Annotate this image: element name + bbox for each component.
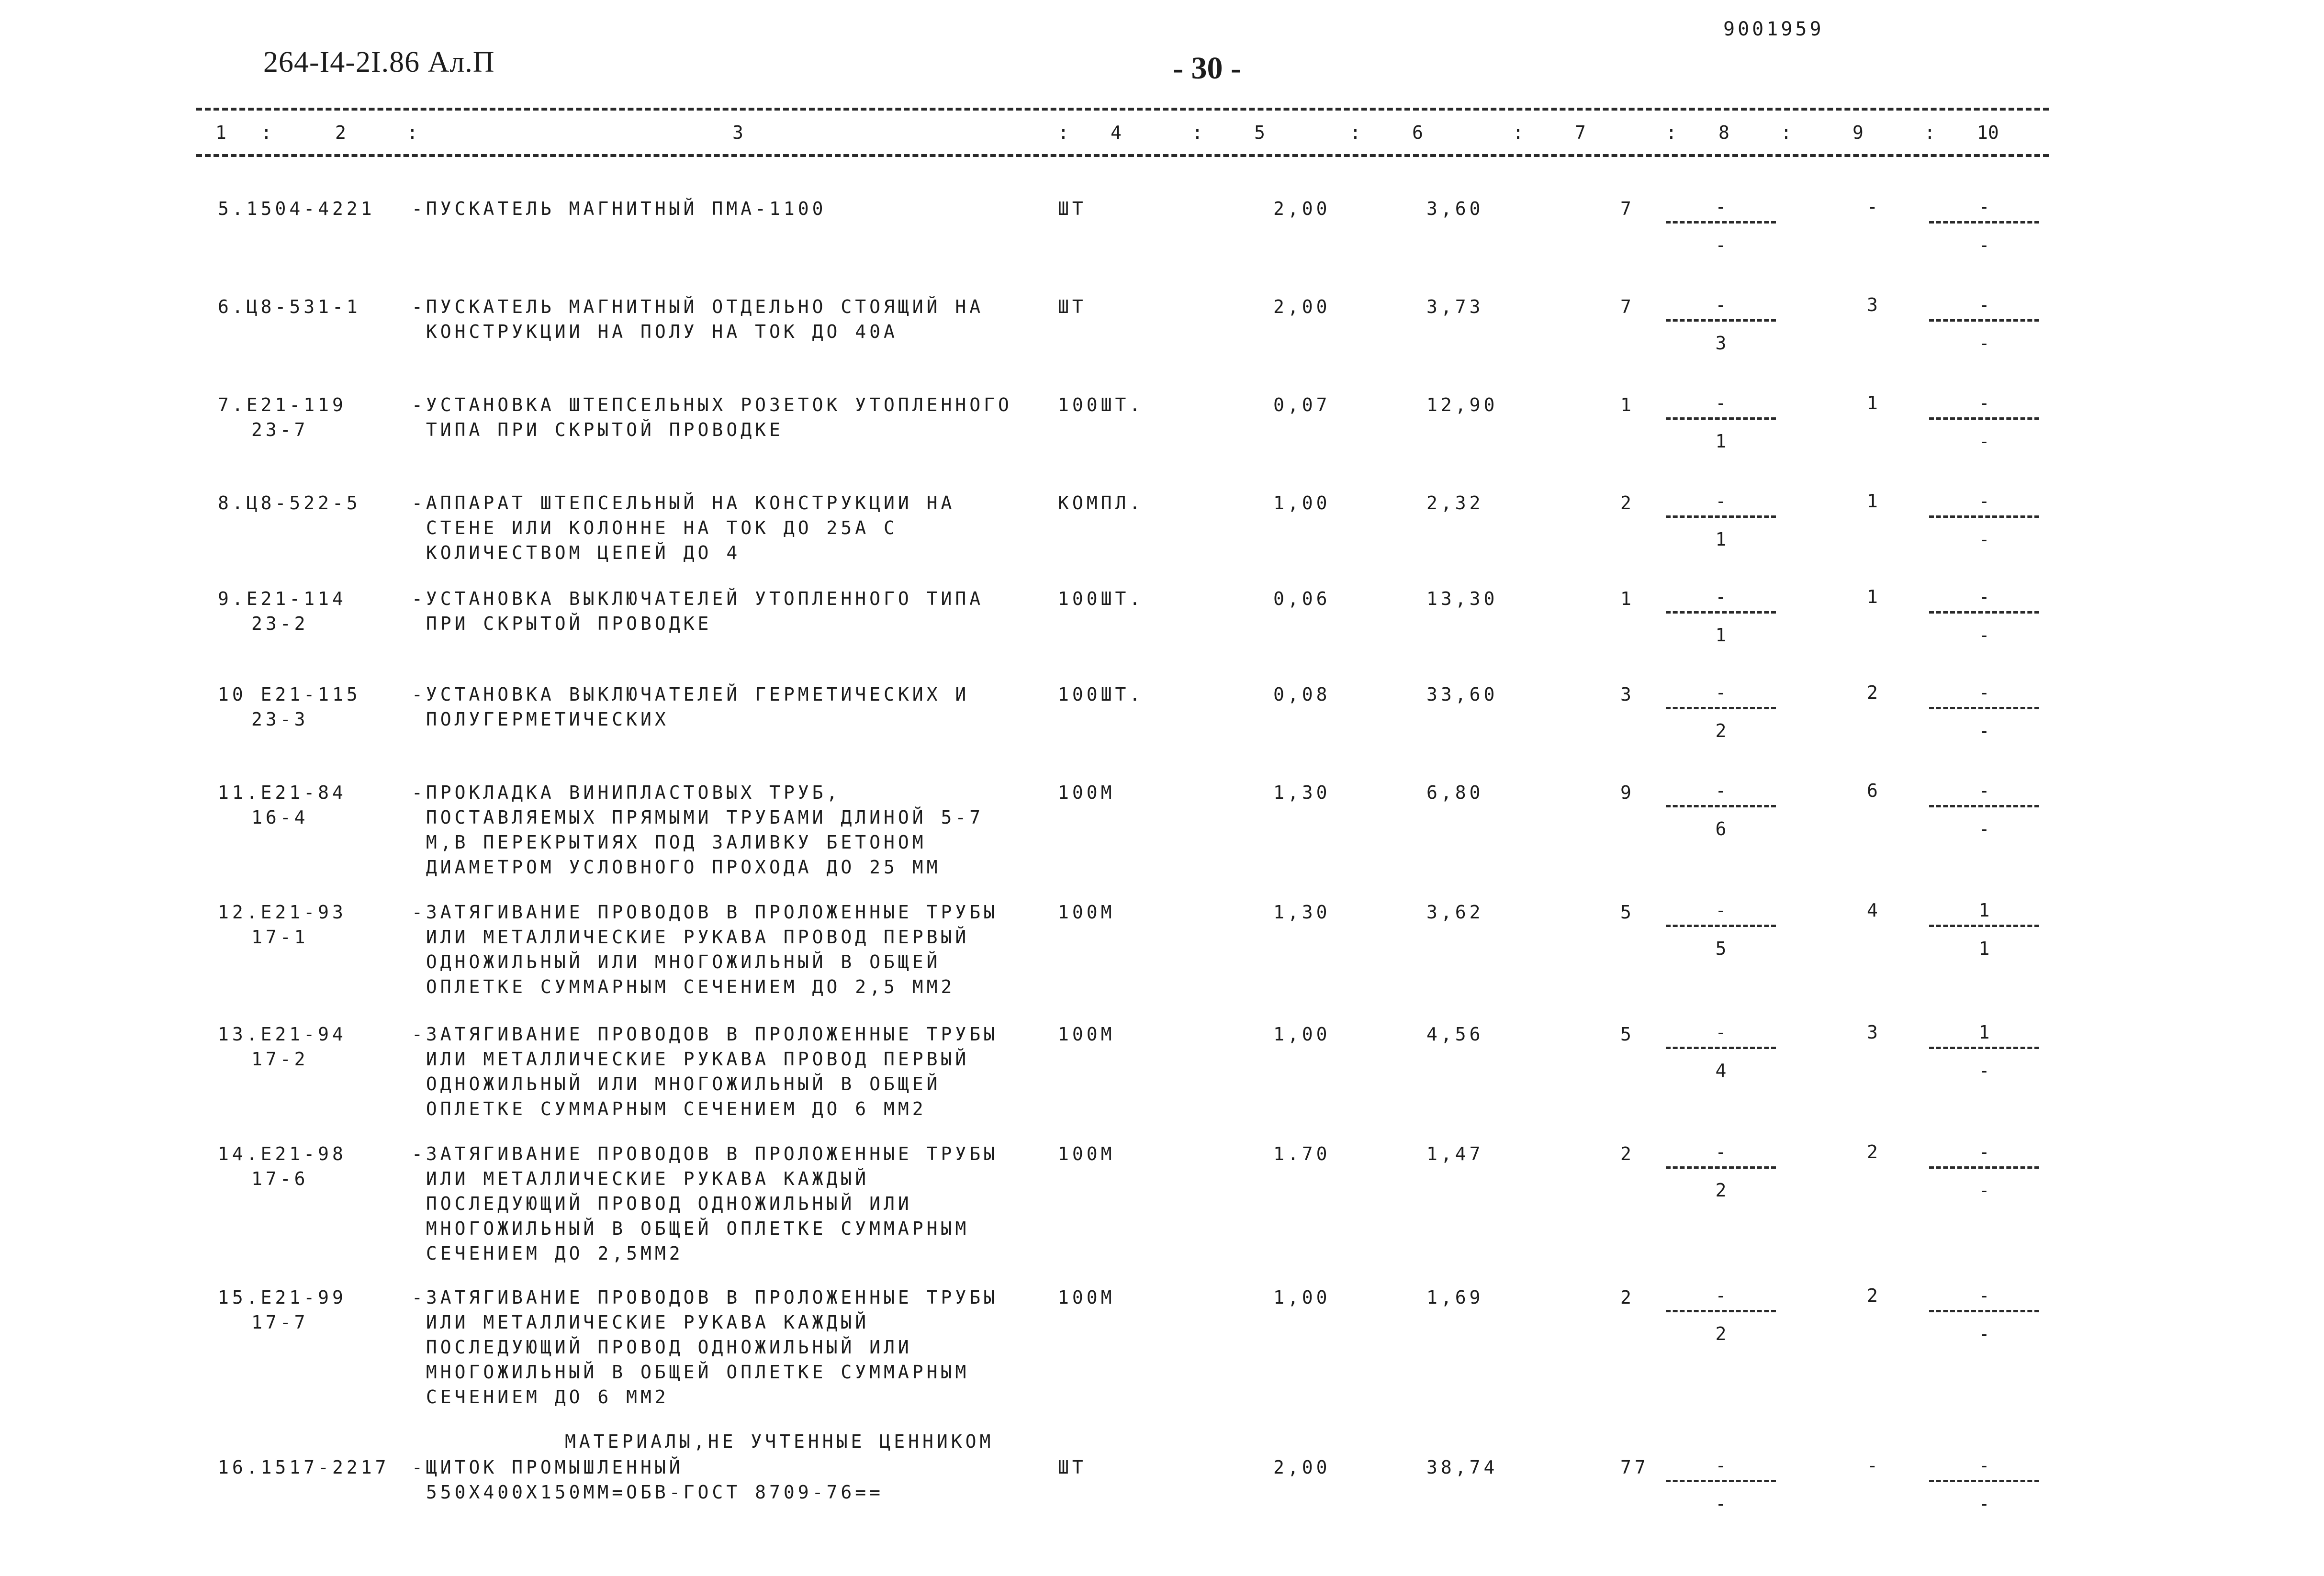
row-col10-fraction [1929,1455,2039,1527]
col10-top: - [1978,780,1990,801]
col8-rule [1666,221,1776,224]
col8-top: - [1715,1022,1727,1043]
row-unit: 100ШТ. [1058,588,1144,609]
table-header-rule [196,154,2049,157]
column-separator: : [1058,122,1069,143]
column-separator: : [1350,122,1361,143]
row-code-secondary: 23-2 [251,613,309,634]
col8-bottom: 2 [1715,720,1727,741]
column-header-7: 7 [1575,122,1586,143]
row-unit: 100М [1058,1143,1115,1164]
row-col8-fraction [1666,1022,1776,1094]
document-number: 9001959 [1723,18,1824,40]
document-reference: 264-I4-2I.86 Ал.П [263,46,495,78]
row-name: -УСТАНОВКА ВЫКЛЮЧАТЕЛЕЙ УТОПЛЕННОГО ТИПА ПРИ СКРЫТОЙ ПРОВОДКЕ [412,588,984,634]
page-number: - 30 - [1173,51,1241,86]
col10-bottom: 1 [1978,938,1990,959]
col10-bottom: - [1978,818,1990,839]
col10-bottom: - [1978,625,1990,646]
row-col10-fraction [1929,196,2039,268]
col8-rule [1666,1480,1776,1482]
col8-rule [1666,319,1776,322]
row-quantity: 2,00 [1273,198,1331,219]
row-col10-fraction [1929,1141,2039,1213]
col10-rule [1929,707,2039,709]
column-separator: : [1781,122,1792,143]
row-name: -АППАРАТ ШТЕПСЕЛЬНЫЙ НА КОНСТРУКЦИИ НА СТЕНЕ ИЛИ КОЛОННЕ НА ТОК ДО 25А С КОЛИЧЕСТВОМ ЦЕПЕЙ ДО 4 [412,492,955,563]
row-col8-fraction [1666,491,1776,562]
col8-rule [1666,417,1776,420]
col10-rule [1929,515,2039,518]
row-quantity: 0,07 [1273,394,1331,415]
row-quantity: 1,00 [1273,1287,1331,1308]
col10-top: - [1978,1455,1990,1476]
row-col9: 3 [1867,1022,1878,1043]
column-separator: : [261,122,272,143]
col8-top: - [1715,491,1727,512]
row-code: 7.Е21-119 [218,394,347,415]
row-quantity: 1,30 [1273,782,1331,803]
row-name: -ЩИТОК ПРОМЫШЛЕННЫЙ 550Х400Х150ММ=ОБВ-ГОСТ 8709-76== [412,1457,884,1503]
row-name: -ПУСКАТЕЛЬ МАГНИТНЫЙ ПМА-1100 [412,198,827,219]
row-price: 13,30 [1426,588,1498,609]
column-separator: : [1513,122,1524,143]
row-col9: 1 [1867,491,1878,512]
row-col9: 6 [1867,780,1878,801]
row-col9: 3 [1867,294,1878,315]
row-quantity: 1,30 [1273,902,1331,923]
row-code-secondary: 17-7 [251,1312,309,1333]
col10-rule [1929,1166,2039,1169]
col8-top: - [1715,1285,1727,1306]
column-header-6: 6 [1412,122,1423,143]
col8-bottom: 2 [1715,1323,1727,1344]
row-col7: 2 [1620,492,1635,514]
col10-top: - [1978,1285,1990,1306]
col8-rule [1666,1310,1776,1312]
row-quantity: 1.70 [1273,1143,1331,1164]
row-quantity: 2,00 [1273,296,1331,317]
row-name: -ПУСКАТЕЛЬ МАГНИТНЫЙ ОТДЕЛЬНО СТОЯЩИЙ НА КОНСТРУКЦИИ НА ПОЛУ НА ТОК ДО 40А [412,296,984,342]
col8-top: - [1715,780,1727,801]
row-name: -ЗАТЯГИВАНИЕ ПРОВОДОВ В ПРОЛОЖЕННЫЕ ТРУБЫ ИЛИ МЕТАЛЛИЧЕСКИЕ РУКАВА ПРОВОД ПЕРВЫЙ ОДНОЖИЛЬНЫЙ ИЛИ МНОГОЖИЛЬНЫЙ В ОБЩЕЙ ОПЛЕТКЕ СУММАРНЫМ СЕЧЕНИЕМ ДО 2,5 ММ2 [412,902,998,997]
col10-rule [1929,925,2039,927]
row-quantity: 0,08 [1273,684,1331,705]
row-unit: ШТ [1058,198,1087,219]
column-separator: : [407,122,418,143]
row-col9: 2 [1867,682,1878,703]
row-col10-fraction [1929,900,2039,972]
row-col9: 2 [1867,1141,1878,1162]
row-quantity: 2,00 [1273,1457,1331,1478]
row-unit: 100М [1058,902,1115,923]
col10-rule [1929,805,2039,807]
col10-top: 1 [1978,900,1990,921]
col10-top: - [1978,586,1990,607]
row-col7: 7 [1620,296,1635,317]
row-col8-fraction [1666,196,1776,268]
row-col7: 1 [1620,588,1635,609]
col10-top: - [1978,392,1990,414]
row-unit: 100ШТ. [1058,684,1144,705]
row-code: 5.1504-4221 [218,198,375,219]
row-price: 33,60 [1426,684,1498,705]
column-header-5: 5 [1254,122,1265,143]
col10-top: - [1978,294,1990,315]
row-col7: 5 [1620,902,1635,923]
col10-rule [1929,1480,2039,1482]
row-code: 15.Е21-99 [218,1287,347,1308]
col10-top: - [1978,196,1990,217]
section-title: МАТЕРИАЛЫ,НЕ УЧТЕННЫЕ ЦЕННИКОМ [565,1431,994,1452]
column-header-4: 4 [1111,122,1122,143]
row-unit: 100М [1058,1287,1115,1308]
column-separator: : [1924,122,1935,143]
row-code: 6.Ц8-531-1 [218,296,361,317]
row-unit: КОМПЛ. [1058,492,1144,514]
column-header-2: 2 [335,122,346,143]
row-code: 13.Е21-94 [218,1024,347,1045]
row-code: 11.Е21-84 [218,782,347,803]
row-name: -ЗАТЯГИВАНИЕ ПРОВОДОВ В ПРОЛОЖЕННЫЕ ТРУБЫ ИЛИ МЕТАЛЛИЧЕСКИЕ РУКАВА ПРОВОД ПЕРВЫЙ ОДНОЖИЛЬНЫЙ ИЛИ МНОГОЖИЛЬНЫЙ В ОБЩЕЙ ОПЛЕТКЕ СУММАРНЫМ СЕЧЕНИЕМ ДО 6 ММ2 [412,1024,998,1119]
row-code: 9.Е21-114 [218,588,347,609]
row-col8-fraction [1666,682,1776,754]
column-header-3: 3 [732,122,743,143]
row-col8-fraction [1666,294,1776,366]
row-col7: 3 [1620,684,1635,705]
col8-bottom: 1 [1715,529,1727,550]
row-col10-fraction [1929,1022,2039,1094]
col8-rule [1666,925,1776,927]
col8-top: - [1715,900,1727,921]
row-col8-fraction [1666,1285,1776,1357]
column-separator: : [1192,122,1203,143]
row-unit: 100М [1058,782,1115,803]
row-code: 14.Е21-98 [218,1143,347,1164]
row-code-secondary: 17-6 [251,1168,309,1189]
row-unit: ШТ [1058,296,1087,317]
row-quantity: 1,00 [1273,492,1331,514]
col8-bottom: 4 [1715,1060,1727,1081]
row-price: 12,90 [1426,394,1498,415]
col8-top: - [1715,392,1727,414]
row-col7: 5 [1620,1024,1635,1045]
row-price: 1,47 [1426,1143,1484,1164]
row-code: 10 Е21-115 [218,684,361,705]
col8-bottom: 3 [1715,333,1727,354]
col10-bottom: - [1978,1060,1990,1081]
row-price: 6,80 [1426,782,1484,803]
column-separator: : [1666,122,1677,143]
row-price: 3,62 [1426,902,1484,923]
col10-bottom: - [1978,529,1990,550]
row-col10-fraction [1929,491,2039,562]
row-col8-fraction [1666,392,1776,464]
row-col7: 2 [1620,1143,1635,1164]
col8-rule [1666,611,1776,614]
row-quantity: 0,06 [1273,588,1331,609]
col10-rule [1929,221,2039,224]
col10-top: - [1978,1141,1990,1162]
row-col10-fraction [1929,1285,2039,1357]
column-header-1: 1 [215,122,226,143]
row-name: -УСТАНОВКА ВЫКЛЮЧАТЕЛЕЙ ГЕРМЕТИЧЕСКИХ И ПОЛУГЕРМЕТИЧЕСКИХ [412,684,970,730]
row-col8-fraction [1666,900,1776,972]
row-unit: 100ШТ. [1058,394,1144,415]
row-name: -ПРОКЛАДКА ВИНИПЛАСТОВЫХ ТРУБ, ПОСТАВЛЯЕМЫХ ПРЯМЫМИ ТРУБАМИ ДЛИНОЙ 5-7 М,В ПЕРЕКРЫТИЯХ ПОД ЗАЛИВКУ БЕТОНОМ ДИАМЕТРОМ УСЛОВНОГО ПРОХОДА ДО 25 ММ [412,782,984,878]
col10-bottom: - [1978,720,1990,741]
col8-top: - [1715,586,1727,607]
col10-rule [1929,417,2039,420]
column-header-8: 8 [1718,122,1729,143]
column-header-9: 9 [1852,122,1864,143]
row-code: 8.Ц8-522-5 [218,492,361,514]
col10-rule [1929,1310,2039,1312]
row-col8-fraction [1666,780,1776,852]
col8-top: - [1715,682,1727,703]
col8-bottom: - [1715,235,1727,256]
row-col10-fraction [1929,780,2039,852]
col8-rule [1666,805,1776,807]
row-price: 4,56 [1426,1024,1484,1045]
col8-rule [1666,1047,1776,1049]
row-code-secondary: 17-2 [251,1049,309,1070]
row-code-secondary: 23-7 [251,419,309,440]
col8-rule [1666,707,1776,709]
col8-bottom: 5 [1715,938,1727,959]
col10-top: - [1978,682,1990,703]
col8-top: - [1715,196,1727,217]
row-code-secondary: 17-1 [251,927,309,948]
row-col8-fraction [1666,1141,1776,1213]
row-col10-fraction [1929,294,2039,366]
row-col10-fraction [1929,392,2039,464]
row-unit: 100М [1058,1024,1115,1045]
row-col8-fraction [1666,1455,1776,1527]
col10-rule [1929,1047,2039,1049]
row-unit: ШТ [1058,1457,1087,1478]
col8-top: - [1715,1141,1727,1162]
col10-rule [1929,611,2039,614]
col8-top: - [1715,294,1727,315]
col10-rule [1929,319,2039,322]
row-col7: 9 [1620,782,1635,803]
row-col9: - [1867,1455,1878,1476]
col8-bottom: 1 [1715,625,1727,646]
row-col9: 1 [1867,392,1878,414]
row-col7: 7 [1620,198,1635,219]
col10-bottom: - [1978,1493,1990,1514]
col8-bottom: 1 [1715,431,1727,452]
col8-bottom: - [1715,1493,1727,1514]
col10-bottom: - [1978,431,1990,452]
row-code-secondary: 16-4 [251,807,309,828]
row-code-secondary: 23-3 [251,709,309,730]
row-code: 12.Е21-93 [218,902,347,923]
row-col7: 1 [1620,394,1635,415]
row-col7: 2 [1620,1287,1635,1308]
row-col9: - [1867,196,1878,217]
col8-rule [1666,1166,1776,1169]
row-code: 16.1517-2217 [218,1457,390,1478]
col10-bottom: - [1978,1180,1990,1201]
table-top-rule [196,108,2049,111]
col8-top: - [1715,1455,1727,1476]
col10-bottom: - [1978,333,1990,354]
col10-bottom: - [1978,1323,1990,1344]
row-name: -ЗАТЯГИВАНИЕ ПРОВОДОВ В ПРОЛОЖЕННЫЕ ТРУБЫ ИЛИ МЕТАЛЛИЧЕСКИЕ РУКАВА КАЖДЫЙ ПОСЛЕДУЮЩИЙ ПРОВОД ОДНОЖИЛЬНЫЙ ИЛИ МНОГОЖИЛЬНЫЙ В ОБЩЕЙ ОПЛЕТКЕ СУММАРНЫМ СЕЧЕНИЕМ ДО 2,5ММ2 [412,1143,998,1264]
col8-bottom: 2 [1715,1180,1727,1201]
row-price: 38,74 [1426,1457,1498,1478]
col8-rule [1666,515,1776,518]
row-price: 3,73 [1426,296,1484,317]
row-price: 2,32 [1426,492,1484,514]
row-col10-fraction [1929,586,2039,658]
row-col9: 1 [1867,586,1878,607]
col10-bottom: - [1978,235,1990,256]
row-name: -УСТАНОВКА ШТЕПСЕЛЬНЫХ РОЗЕТОК УТОПЛЕННОГО ТИПА ПРИ СКРЫТОЙ ПРОВОДКЕ [412,394,1012,440]
row-col7: 77 [1620,1457,1649,1478]
row-col10-fraction [1929,682,2039,754]
row-price: 3,60 [1426,198,1484,219]
col8-bottom: 6 [1715,818,1727,839]
row-price: 1,69 [1426,1287,1484,1308]
row-col9: 2 [1867,1285,1878,1306]
row-col8-fraction [1666,586,1776,658]
column-header-10: 10 [1977,122,1999,143]
col10-top: 1 [1978,1022,1990,1043]
col10-top: - [1978,491,1990,512]
row-col9: 4 [1867,900,1878,921]
row-name: -ЗАТЯГИВАНИЕ ПРОВОДОВ В ПРОЛОЖЕННЫЕ ТРУБЫ ИЛИ МЕТАЛЛИЧЕСКИЕ РУКАВА КАЖДЫЙ ПОСЛЕДУЮЩИЙ ПРОВОД ОДНОЖИЛЬНЫЙ ИЛИ МНОГОЖИЛЬНЫЙ В ОБЩЕЙ ОПЛЕТКЕ СУММАРНЫМ СЕЧЕНИЕМ ДО 6 ММ2 [412,1287,998,1408]
row-quantity: 1,00 [1273,1024,1331,1045]
